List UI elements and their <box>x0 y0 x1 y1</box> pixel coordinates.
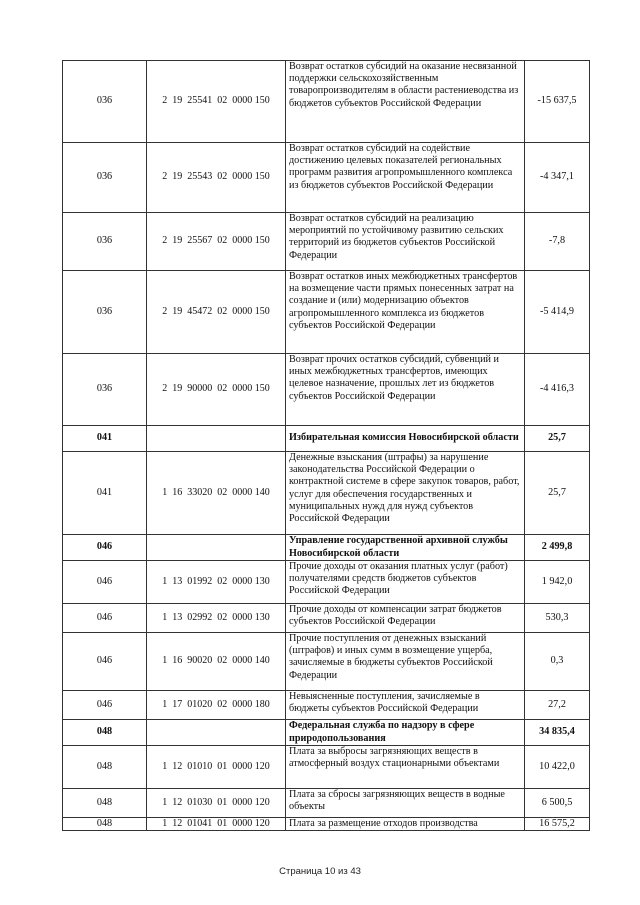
kbk-cell: 1 16 90020 02 0000 140 <box>147 633 286 691</box>
description-cell: Прочие доходы от оказания платных услуг (работ) получателями средств бюджетов субъектов Российской Федерации <box>286 561 525 604</box>
value-cell: 16 575,2 <box>525 818 590 831</box>
description-cell: Невыясненные поступления, зачисляемые в бюджеты субъектов Российской Федерации <box>286 691 525 720</box>
code-cell: 036 <box>63 354 147 426</box>
table-row <box>63 691 590 720</box>
description-cell: Плата за выбросы загрязняющих веществ в атмосферный воздух стационарными объектами <box>286 746 525 789</box>
revenue-table <box>62 60 590 831</box>
table-row <box>63 213 590 271</box>
value-cell: 25,7 <box>525 426 590 452</box>
table-row <box>63 818 590 831</box>
table-row <box>63 61 590 143</box>
kbk-cell: 2 19 90000 02 0000 150 <box>147 354 286 426</box>
description-cell: Плата за размещение отходов производства <box>286 818 525 831</box>
description-cell: Возврат остатков субсидий на оказание несвязанной поддержки сельскохозяйственным товаропроизводителям в области растениеводства из бюджетов субъектов Российской Федерации <box>286 61 525 143</box>
table-row <box>63 271 590 354</box>
description-cell: Прочие доходы от компенсации затрат бюджетов субъектов Российской Федерации <box>286 604 525 633</box>
table-row <box>63 633 590 691</box>
section-header-row <box>63 426 590 452</box>
description-cell: Управление государственной архивной службы Новосибирской области <box>286 535 525 561</box>
table-row <box>63 746 590 789</box>
value-cell: 25,7 <box>525 452 590 535</box>
kbk-cell: 2 19 25541 02 0000 150 <box>147 61 286 143</box>
value-cell: 530,3 <box>525 604 590 633</box>
description-cell: Возврат остатков субсидий на реализацию мероприятий по устойчивому развитию сельских территорий из бюджетов субъектов Российской Федерации <box>286 213 525 271</box>
code-cell: 048 <box>63 746 147 789</box>
description-cell: Денежные взыскания (штрафы) за нарушение законодательства Российской Федерации о контрактной системе в сфере закупок товаров, работ, услуг для обеспечения государственных и муниципальных нужд для нужд субъектов Российской Федерации <box>286 452 525 535</box>
kbk-cell: 1 13 01992 02 0000 130 <box>147 561 286 604</box>
code-cell: 041 <box>63 426 147 452</box>
code-cell: 036 <box>63 61 147 143</box>
kbk-cell: 2 19 25567 02 0000 150 <box>147 213 286 271</box>
value-cell: 27,2 <box>525 691 590 720</box>
revenue-table-body <box>63 61 590 831</box>
code-cell: 041 <box>63 452 147 535</box>
code-cell: 046 <box>63 633 147 691</box>
description-cell: Федеральная служба по надзору в сфере природопользования <box>286 720 525 746</box>
kbk-cell: 1 17 01020 02 0000 180 <box>147 691 286 720</box>
code-cell: 046 <box>63 604 147 633</box>
description-cell: Возврат прочих остатков субсидий, субвенций и иных межбюджетных трансфертов, имеющих целевое назначение, прошлых лет из бюджетов субъектов Российской Федерации <box>286 354 525 426</box>
table-row <box>63 143 590 213</box>
value-cell: 0,3 <box>525 633 590 691</box>
code-cell: 048 <box>63 789 147 818</box>
code-cell: 036 <box>63 271 147 354</box>
kbk-cell: 1 16 33020 02 0000 140 <box>147 452 286 535</box>
kbk-cell: 2 19 45472 02 0000 150 <box>147 271 286 354</box>
description-cell: Возврат остатков иных межбюджетных трансфертов на возмещение части прямых понесенных затрат на создание и (или) модернизацию объектов агропромышленного комплекса из бюджетов субъектов Российской Федерации <box>286 271 525 354</box>
code-cell: 046 <box>63 691 147 720</box>
section-header-row <box>63 720 590 746</box>
kbk-cell: 1 12 01010 01 0000 120 <box>147 746 286 789</box>
value-cell: 2 499,8 <box>525 535 590 561</box>
value-cell: -15 637,5 <box>525 61 590 143</box>
kbk-cell <box>147 720 286 746</box>
code-cell: 046 <box>63 561 147 604</box>
table-row <box>63 452 590 535</box>
value-cell: 1 942,0 <box>525 561 590 604</box>
description-cell: Возврат остатков субсидий на содействие достижению целевых показателей региональных программ развития агропромышленного комплекса из бюджетов субъектов Российской Федерации <box>286 143 525 213</box>
section-header-row <box>63 535 590 561</box>
kbk-cell: 1 12 01041 01 0000 120 <box>147 818 286 831</box>
kbk-cell: 1 13 02992 02 0000 130 <box>147 604 286 633</box>
table-row <box>63 354 590 426</box>
table-row <box>63 604 590 633</box>
value-cell: 34 835,4 <box>525 720 590 746</box>
value-cell: 6 500,5 <box>525 789 590 818</box>
kbk-cell: 1 12 01030 01 0000 120 <box>147 789 286 818</box>
table-row <box>63 789 590 818</box>
code-cell: 046 <box>63 535 147 561</box>
code-cell: 048 <box>63 818 147 831</box>
kbk-cell <box>147 426 286 452</box>
code-cell: 036 <box>63 143 147 213</box>
value-cell: -5 414,9 <box>525 271 590 354</box>
value-cell: -7,8 <box>525 213 590 271</box>
description-cell: Плата за сбросы загрязняющих веществ в водные объекты <box>286 789 525 818</box>
table-row <box>63 561 590 604</box>
description-cell: Избирательная комиссия Новосибирской области <box>286 426 525 452</box>
kbk-cell <box>147 535 286 561</box>
value-cell: 10 422,0 <box>525 746 590 789</box>
code-cell: 036 <box>63 213 147 271</box>
page-footer: Страница 10 из 43 <box>279 866 361 877</box>
code-cell: 048 <box>63 720 147 746</box>
value-cell: -4 347,1 <box>525 143 590 213</box>
kbk-cell: 2 19 25543 02 0000 150 <box>147 143 286 213</box>
value-cell: -4 416,3 <box>525 354 590 426</box>
description-cell: Прочие поступления от денежных взысканий (штрафов) и иных сумм в возмещение ущерба, зачисляемые в бюджеты субъектов Российской Федерации <box>286 633 525 691</box>
